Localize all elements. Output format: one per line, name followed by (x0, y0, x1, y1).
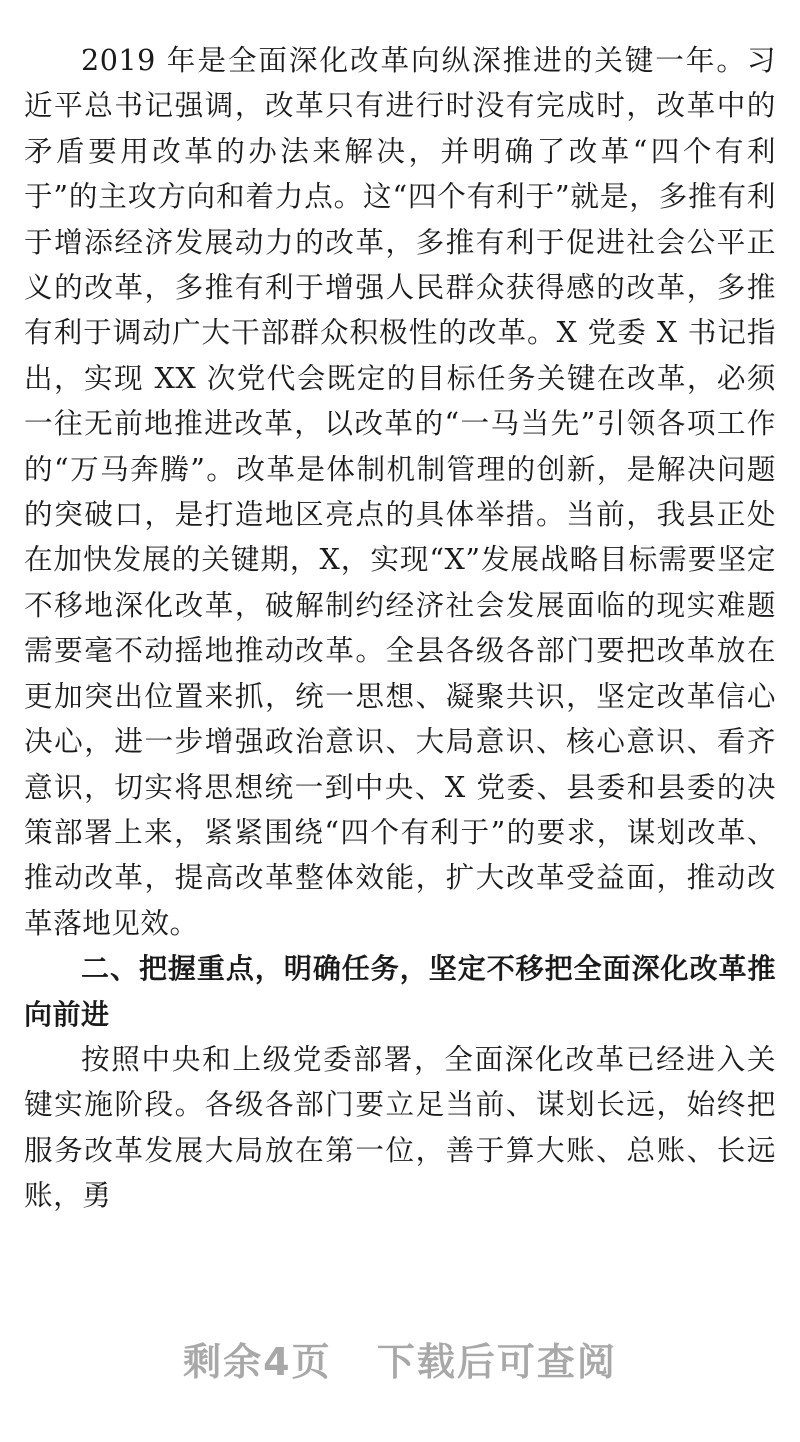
preview-limit-banner[interactable] (0, 1336, 800, 1388)
paragraph-1: 2019 年是全面深化改革向纵深推进的关键一年。习近平总书记强调，改革只有进行时没有完成时，改革中的矛盾要用改革的办法来解决，并明确了改革“四个有利于”的主攻方向和着力点。这“四个有利于”就是，多推有利于增添经济发展动力的改革，多推有利于促进社会公平正义的改革，多推有利于增强人民群众获得感的改革，多推有利于调动广大干部群众积极性的改革。X 党委 X 书记指出，实现 XX 次党代会既定的目标任务关键在改革，必须一往无前地推进改革，以改革的“一马当先”引领各项工作的“万马奔腾”。改革是体制机制管理的创新，是解决问题的突破口，是打造地区亮点的具体举措。当前，我县正处在加快发展的关键期，X，实现“X”发展战略目标需要坚定不移地深化改革，破解制约经济社会发展面临的现实难题需要毫不动摇地推动改革。全县各级各部门要把改革放在更加突出位置来抓，统一思想、凝聚共识，坚定改革信心决心，进一步增强政治意识、大局意识、核心意识、看齐意识，切实将思想统一到中央、X 党委、县委和县委的决策部署上来，紧紧围绕“四个有利于”的要求，谋划改革、推动改革，提高改革整体效能，扩大改革受益面，推动改革落地见效。 (24, 43, 776, 940)
document-body (24, 38, 776, 1219)
remaining-pages-label: 剩余4页 (183, 1340, 332, 1384)
download-to-view-label: 下载后可查阅 (376, 1340, 617, 1384)
section-heading: 二、把握重点，明确任务，坚定不移把全面深化改革推向前进 (24, 952, 776, 1031)
paragraph-2: 按照中央和上级党委部署，全面深化改革已经进入关键实施阶段。各级各部门要立足当前、谋划长远，始终把服务改革发展大局放在第一位，善于算大账、总账、长远账，勇 (24, 1041, 776, 1213)
